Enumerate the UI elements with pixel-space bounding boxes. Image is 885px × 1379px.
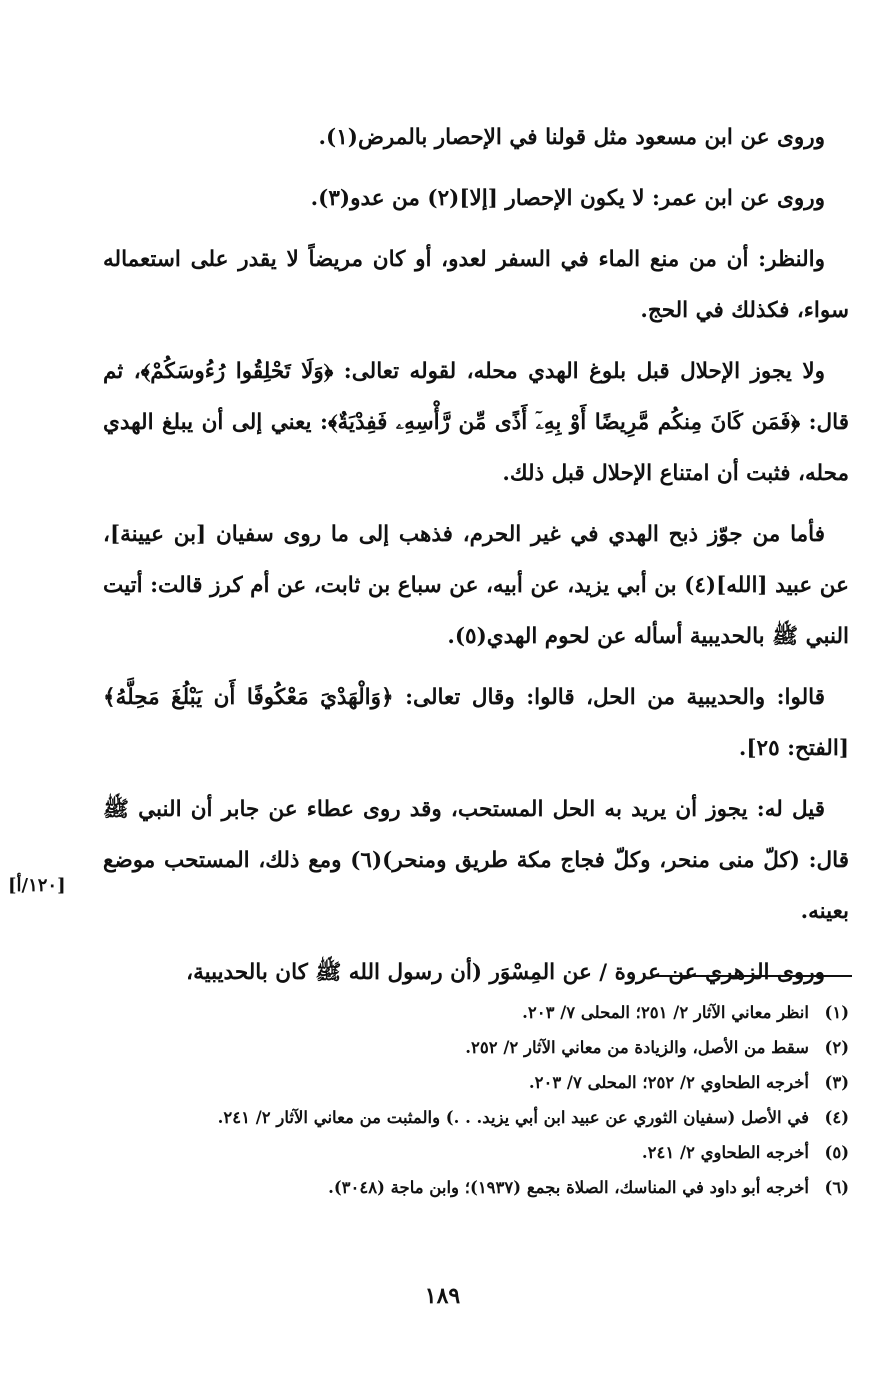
footnote-number: (١) [824, 1003, 849, 1022]
footnotes [103, 997, 849, 1207]
paragraph-4: ولا يجوز الإحلال قبل بلوغ الهدي محله، لقوله تعالى: ﴿وَلَا تَحْلِقُوا رُءُوسَكُمْ﴾، ثم قال: ﴿فَمَن كَانَ مِنكُم مَّرِيضًا أَوْ بِهِۦٓ أَذًى مِّن رَّأْسِهِۦ فَفِدْيَةٌ﴾: يعني إلى أن يبلغ الهدي محله، فثبت أن امتناع الإحلال قبل ذلك. [103, 359, 849, 486]
footnote-text: في الأصل (سفيان الثوري عن عبيد ابن أبي يزيد. . .) والمثبت من معاني الآثار ٢/ ٢٤١. [217, 1108, 809, 1127]
paragraph-7: قيل له: يجوز أن يريد به الحل المستحب، وقد روى عطاء عن جابر أن النبي ﷺ قال: (كلّ منى منحر، وكلّ فجاج مكة طريق ومنحر)(٦) ومع ذلك، المستحب موضع بعينه. [103, 797, 849, 924]
main-text [103, 112, 849, 1008]
paragraph-2: وروى عن ابن عمر: لا يكون الإحصار [إلا](٢) من عدو(٣). [310, 186, 825, 211]
footnote-text: أخرجه الطحاوي ٢/ ٢٤١. [641, 1143, 809, 1162]
footnote-item [103, 997, 849, 1028]
paragraph-1: وروى عن ابن مسعود مثل قولنا في الإحصار بالمرض(١). [318, 125, 825, 150]
footnote-separator [655, 975, 852, 977]
paragraph-5: فأما من جوّز ذبح الهدي في غير الحرم، فذهب إلى ما روى سفيان [بن عيينة]، عن عبيد [الله](٤) بن أبي يزيد، عن أبيه، عن سباع بن ثابت، عن أم كرز قالت: أتيت النبي ﷺ بالحديبية أسأله عن لحوم الهدي(٥). [103, 522, 849, 649]
manuscript-folio-marker: [١٢٠/أ] [8, 875, 66, 896]
footnote-item [103, 1172, 849, 1203]
paragraph-8: وروى الزهري عن عروة / عن المِسْوَر (أن رسول الله ﷺ كان بالحديبية، [186, 960, 825, 985]
footnote-text: سقط من الأصل، والزيادة من معاني الآثار ٢/ ٢٥٢. [465, 1038, 809, 1057]
page-number: ١٨٩ [424, 1283, 461, 1309]
footnote-item [103, 1102, 849, 1133]
footnote-text: أخرجه الطحاوي ٢/ ٢٥٢؛ المحلى ٧/ ٢٠٣. [528, 1073, 809, 1092]
footnote-number: (٤) [824, 1108, 849, 1127]
footnote-text: أخرجه أبو داود في المناسك، الصلاة بجمع (١٩٣٧)؛ وابن ماجة (٣٠٤٨). [328, 1178, 809, 1197]
footnote-number: (٢) [824, 1038, 849, 1057]
paragraph-3: والنظر: أن من منع الماء في السفر لعدو، أو كان مريضاً لا يقدر على استعماله سواء، فكذلك في الحج. [103, 247, 849, 323]
footnote-item [103, 1137, 849, 1168]
footnote-item [103, 1067, 849, 1098]
paragraph-6: قالوا: والحديبية من الحل، قالوا: وقال تعالى: ﴿وَالْهَدْيَ مَعْكُوفًا أَن يَبْلُغَ مَحِلَّهُ﴾ [الفتح: ٢٥]. [103, 685, 849, 761]
footnote-number: (٣) [824, 1073, 849, 1092]
footnote-number: (٥) [824, 1143, 849, 1162]
footnote-number: (٦) [824, 1178, 849, 1197]
footnote-item [103, 1032, 849, 1063]
footnote-text: انظر معاني الآثار ٢/ ٢٥١؛ المحلى ٧/ ٢٠٣. [522, 1003, 809, 1022]
